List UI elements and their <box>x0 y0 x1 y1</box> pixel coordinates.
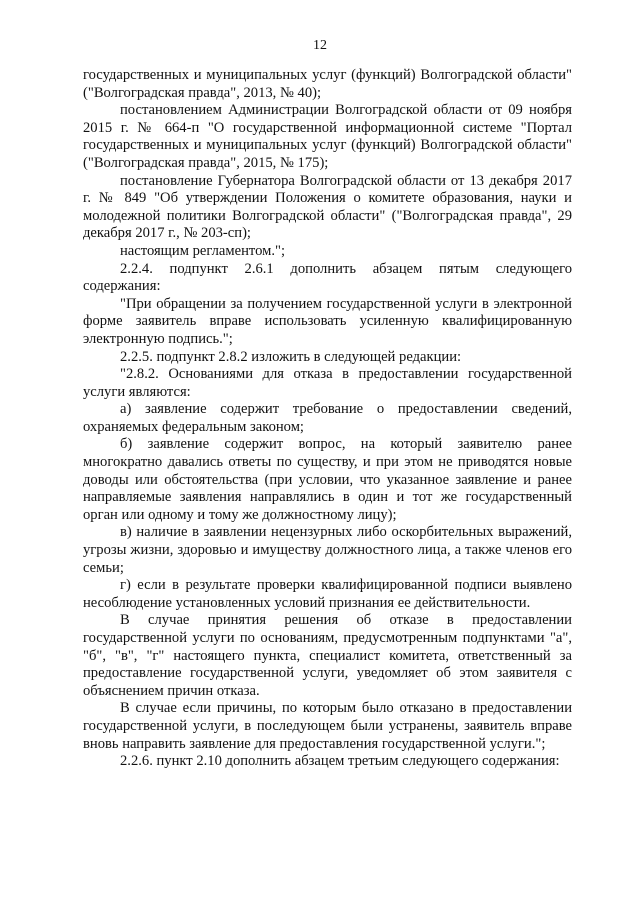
paragraph-portal-resolution: постановлением Администрации Волгоградской области от 09 ноября 2015 г. № 664-п "О государственной информационной системе "Портал государственных и муниципальных услуг (функций) Волгоградской области" ("Волгоградская правда", 2015, № 175); <box>83 102 572 171</box>
paragraph-2-2-4: 2.2.4. подпункт 2.6.1 дополнить абзацем пятым следующего содержания: <box>83 260 572 295</box>
paragraph-item-v: в) наличие в заявлении нецензурных либо оскорбительных выражений, угрозы жизни, здоровью и имуществу должностного лица, а также членов его семьи; <box>83 524 572 576</box>
paragraph-governor-resolution: постановление Губернатора Волгоградской области от 13 декабря 2017 г. № 849 "Об утверждении Положения о комитете образования, науки и молодежной политики Волгоградской области" ("Волгоградская правда", 29 декабря 2017 г., № 203-сп); <box>83 172 572 242</box>
paragraph-continuation: государственных и муниципальных услуг (функций) Волгоградской области" ("Волгоградская правда", 2013, № 40); <box>83 67 572 101</box>
paragraph-2-2-6: 2.2.6. пункт 2.10 дополнить абзацем третьим следующего содержания: <box>120 753 560 770</box>
paragraph-refusal-decision: В случае принятия решения об отказе в предоставлении государственной услуги по основаниям, предусмотренным подпунктами "а", "б", "в", "г" настоящего пункта, специалист комитета, ответственный за предоставление государственной услуги, уведомляет об этом заявителя с объяснением причин отказа. <box>83 612 572 699</box>
paragraph-2-8-2: "2.8.2. Основаниями для отказа в предоставлении государственной услуги являются: <box>83 366 572 400</box>
paragraph-item-b: б) заявление содержит вопрос, на который заявителю ранее многократно давались ответы по существу, и при этом не приводятся новые доводы или обстоятельства (при условии, что указанное заявление и ранее направляемые заявления направлялись в один и тот же государственный орган или одному и тому же должностному лицу); <box>83 436 572 523</box>
paragraph-2-2-5: 2.2.5. подпункт 2.8.2 изложить в следующей редакции: <box>120 348 462 365</box>
page-number: 12 <box>313 38 327 53</box>
paragraph-electronic-signature: "При обращении за получением государственной услуги в электронной форме заявитель вправе использовать усиленную квалифицированную электронную подпись."; <box>83 295 572 347</box>
paragraph-reapplication: В случае если причины, по которым было отказано в предоставлении государственной услуги, в последующем были устранены, заявитель вправе вновь направить заявление для предоставления государственной услуги."; <box>83 700 572 752</box>
paragraph-regulation: настоящим регламентом."; <box>120 242 286 259</box>
document-body <box>83 67 572 771</box>
paragraph-item-a: а) заявление содержит требование о предоставлении сведений, охраняемых федеральным законом; <box>83 401 572 435</box>
paragraph-item-g: г) если в результате проверки квалифицированной подписи выявлено несоблюдение установленных условий признания ее действительности. <box>83 577 572 611</box>
